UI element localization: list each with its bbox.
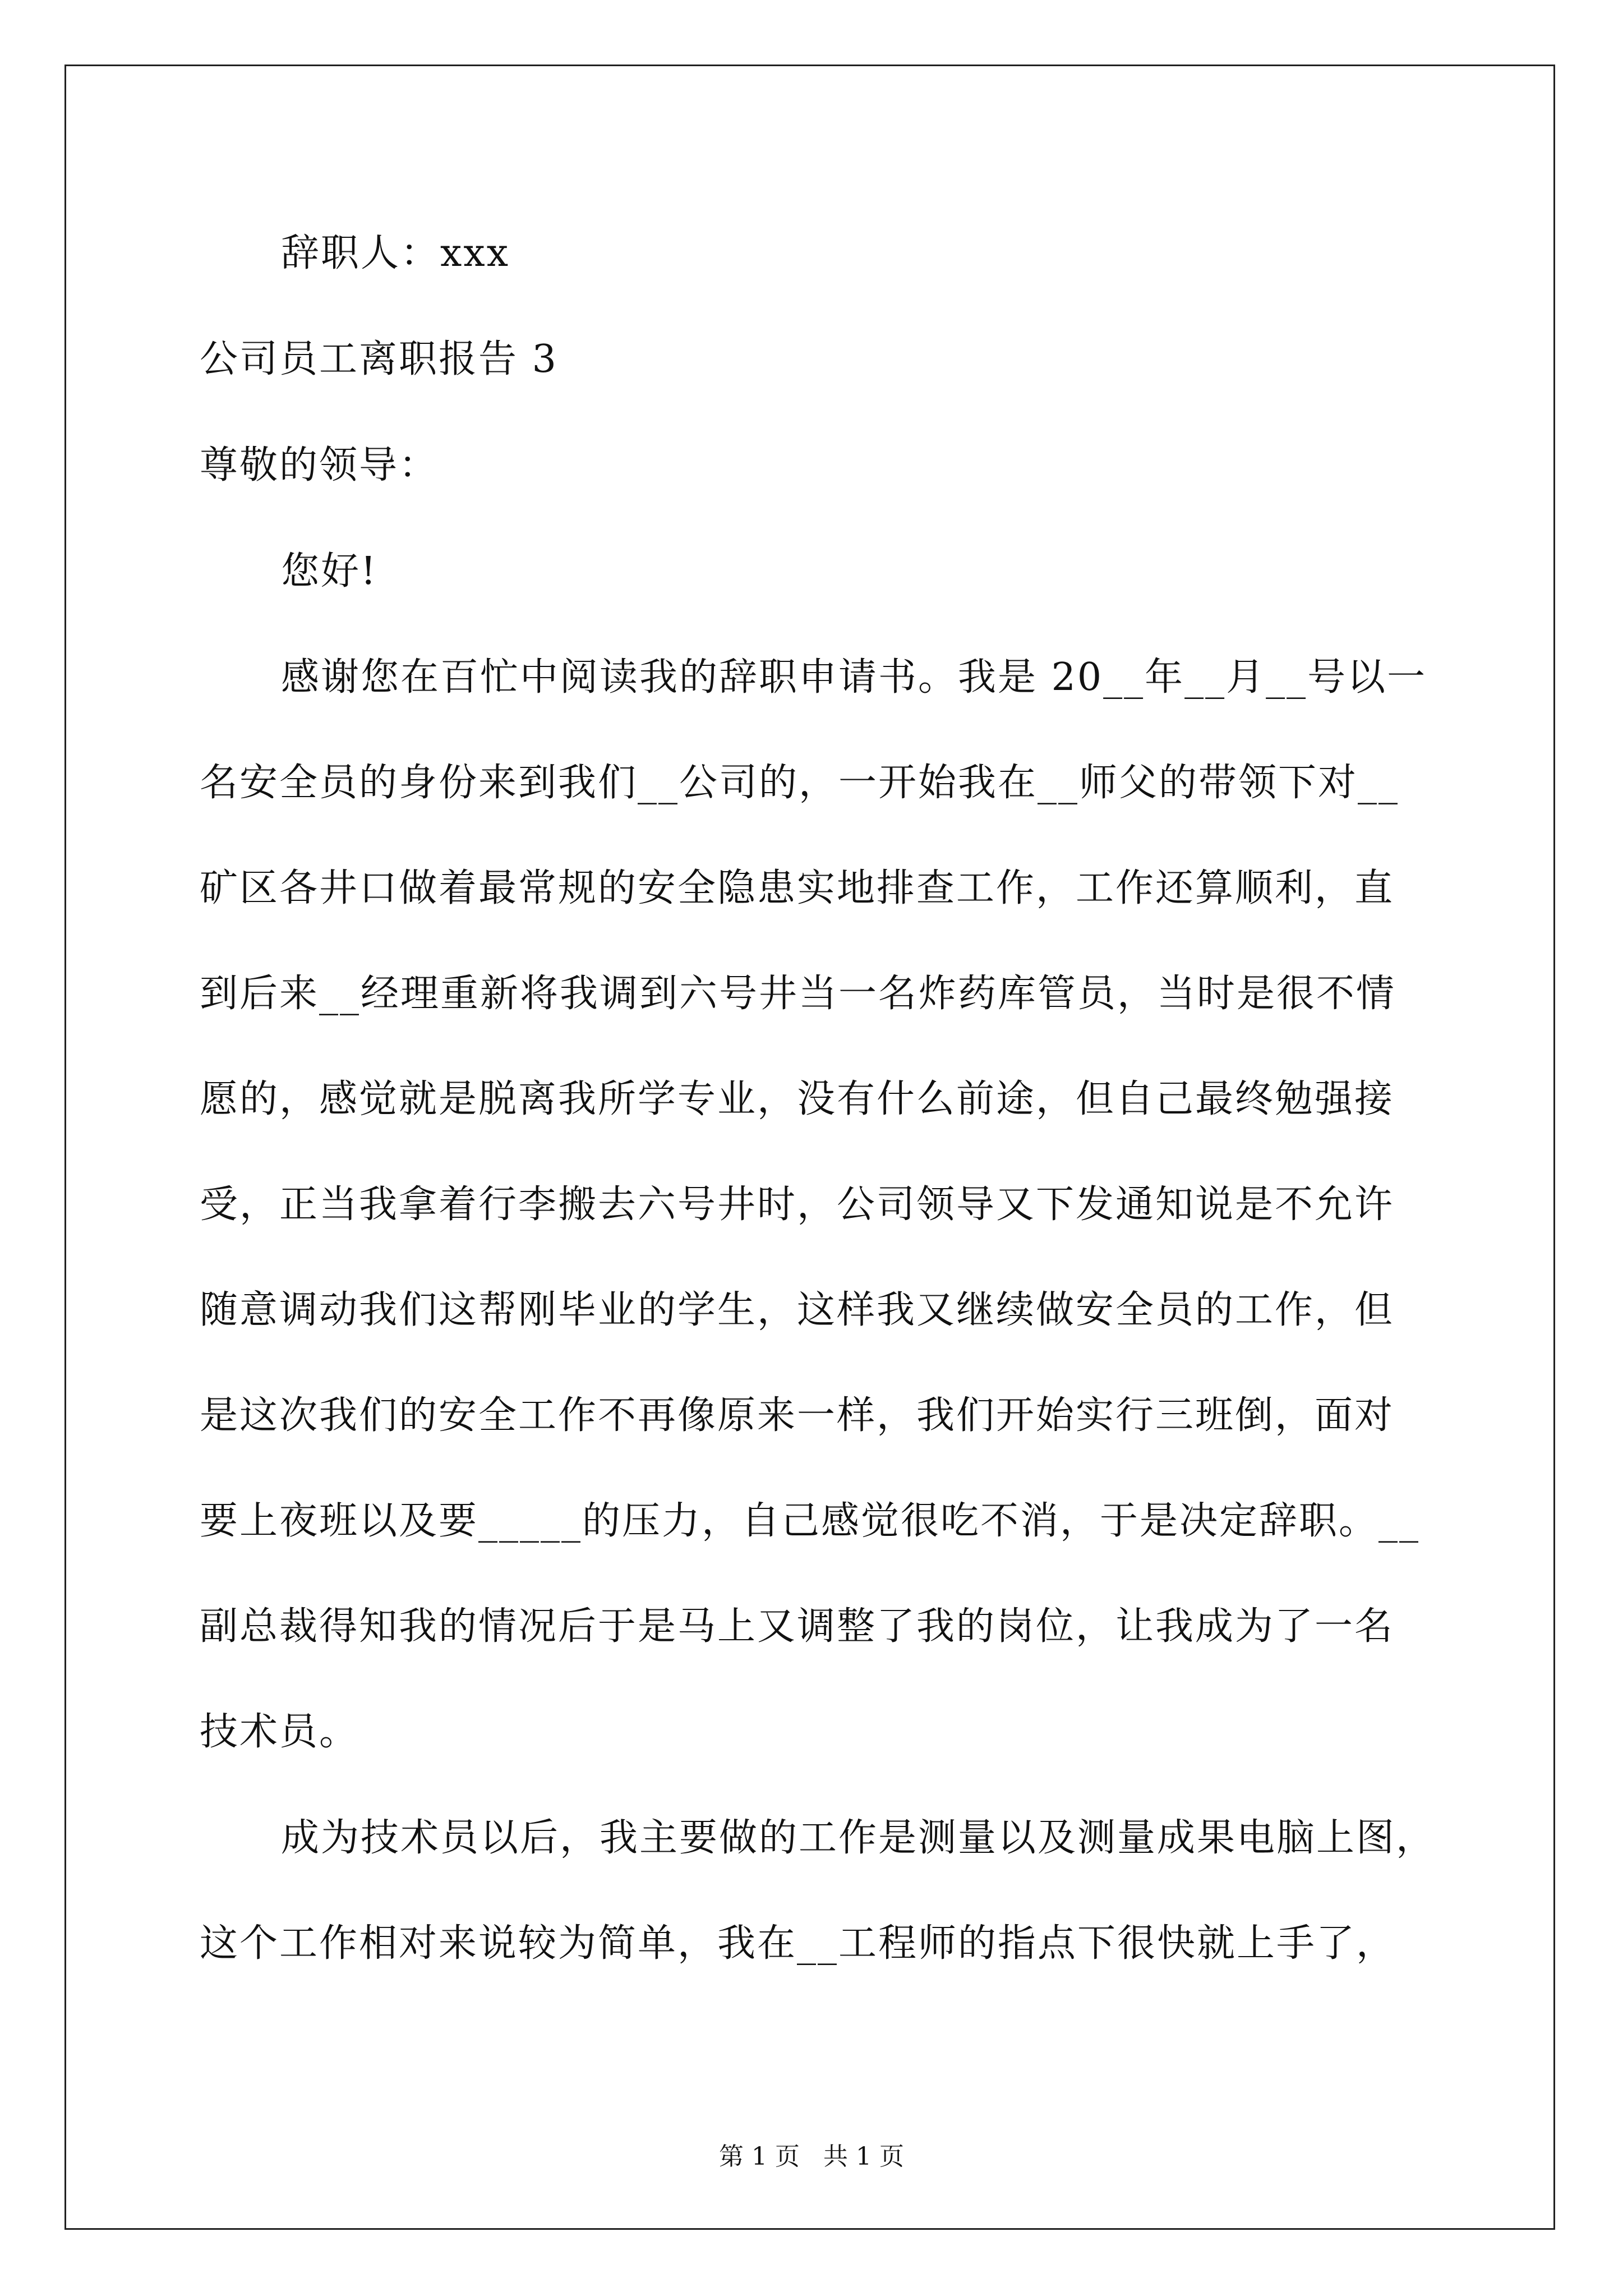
paragraph1-line: 随意调动我们这帮刚毕业的学生，这样我又继续做安全员的工作，但 — [200, 1288, 1395, 1332]
paragraph1-line: 受，正当我拿着行李搬去六号井时，公司领导又下发通知说是不允许 — [200, 1182, 1395, 1227]
paragraph1-line: 矿区各井口做着最常规的安全隐患实地排查工作，工作还算顺利，直 — [200, 866, 1395, 910]
paragraph1-line: 要上夜班以及要_____的压力，自己感觉很吃不消，于是决定辞职。__ — [200, 1499, 1421, 1543]
paragraph1-line: 名安全员的身份来到我们__公司的，一开始我在__师父的带领下对__ — [200, 761, 1400, 805]
paragraph1-line: 副总裁得知我的情况后于是马上又调整了我的岗位，让我成为了一名 — [200, 1604, 1395, 1649]
salutation: 尊敬的领导： — [200, 443, 439, 487]
paragraph1-line: 到后来__经理重新将我调到六号井当一名炸药库管员，当时是很不情 — [200, 972, 1396, 1016]
paragraph1-line: 感谢您在百忙中阅读我的辞职申请书。我是 20__年__月__号以一 — [281, 655, 1427, 700]
paragraph2-line: 成为技术员以后，我主要做的工作是测量以及测量成果电脑上图， — [281, 1816, 1436, 1860]
paragraph1-line: 技术员。 — [200, 1710, 359, 1754]
page-border — [64, 65, 1555, 2230]
section-title: 公司员工离职报告 3 — [200, 337, 558, 381]
paragraph1-line: 愿的，感觉就是脱离我所学专业，没有什么前途，但自己最终勉强接 — [200, 1077, 1395, 1121]
page-number-footer: 第 1 页 共 1 页 — [719, 2142, 904, 2171]
greeting: 您好! — [281, 549, 378, 593]
resigner-line: 辞职人：xxx — [281, 231, 510, 275]
paragraph1-line: 是这次我们的安全工作不再像原来一样，我们开始实行三班倒，面对 — [200, 1393, 1395, 1438]
paragraph2-line: 这个工作相对来说较为简单，我在__工程师的指点下很快就上手了， — [200, 1921, 1396, 1966]
